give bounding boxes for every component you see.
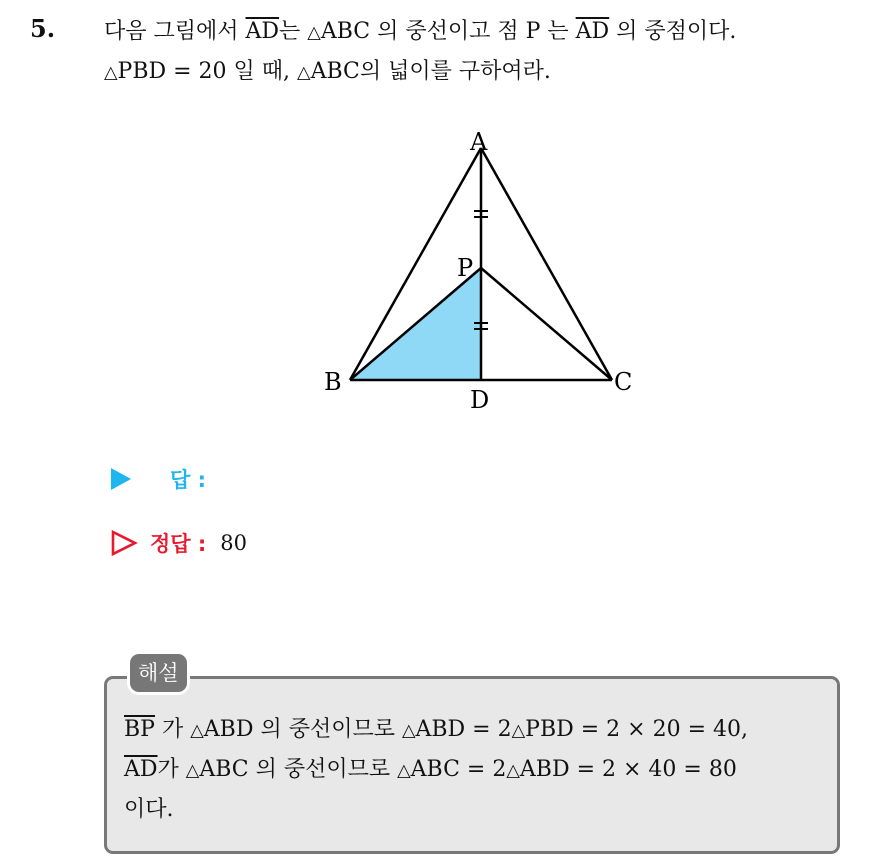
solution-text: 가 bbox=[154, 717, 191, 742]
solution-line-2 bbox=[124, 752, 737, 783]
triangle-symbol: △ bbox=[190, 721, 204, 741]
filled-triangle-arrow-icon bbox=[110, 467, 132, 491]
label-p: P bbox=[457, 254, 474, 282]
solution-text: ABD 의 중선이므로 bbox=[203, 717, 402, 742]
triangle-figure bbox=[300, 118, 660, 418]
question-text: 다음 그림에서 bbox=[104, 19, 246, 44]
label-b: B bbox=[324, 368, 342, 396]
triangle-symbol: △ bbox=[511, 721, 526, 741]
triangle-symbol: △ bbox=[185, 761, 200, 781]
solution-text: ABD = 2 × 40 = 80 bbox=[519, 757, 737, 782]
question-number: 5. bbox=[30, 14, 56, 43]
triangle-symbol: △ bbox=[104, 63, 118, 83]
solution-text: ABC 의 중선이므로 bbox=[199, 757, 398, 782]
question-line-1 bbox=[104, 14, 736, 45]
triangle-symbol: △ bbox=[506, 761, 520, 781]
question-text: ABC 의 중선이고 점 P 는 bbox=[320, 19, 576, 44]
segment-bp: $\overline{BP}$ bbox=[124, 717, 155, 742]
triangle-symbol: △ bbox=[307, 23, 321, 43]
question-text: ABC의 넓이를 구하여라. bbox=[310, 59, 551, 84]
question-text: 의 중점이다. bbox=[609, 19, 737, 44]
correct-answer-value: 80 bbox=[220, 531, 248, 555]
question-text: 는 bbox=[279, 19, 308, 44]
correct-answer-row bbox=[110, 528, 247, 558]
triangle-symbol: △ bbox=[397, 761, 411, 781]
solution-tag: 해설 bbox=[130, 654, 187, 692]
solution-line-1 bbox=[124, 712, 748, 743]
triangle-symbol: △ bbox=[297, 63, 311, 83]
solution-text: PBD = 2 × 20 = 40, bbox=[525, 717, 748, 742]
triangle-symbol: △ bbox=[401, 721, 416, 741]
segment-ad: $\overline{AD}$ bbox=[245, 19, 280, 44]
segment-ad: $\overline{AD}$ bbox=[124, 757, 158, 782]
answer-label: 답 : bbox=[170, 468, 206, 492]
question-line-2 bbox=[104, 54, 551, 85]
solution-text: 가 bbox=[157, 757, 186, 782]
segment-pc bbox=[481, 268, 612, 380]
label-a: A bbox=[470, 128, 488, 156]
solution-line-3: 이다. bbox=[124, 797, 174, 822]
solution-text: ABC = 2 bbox=[410, 757, 507, 782]
answer-row bbox=[110, 464, 206, 494]
label-d: D bbox=[470, 386, 490, 414]
solution-text: ABD = 2 bbox=[415, 717, 512, 742]
correct-answer-label: 정답 : bbox=[150, 532, 207, 556]
question-text: PBD = 20 일 때, bbox=[117, 59, 298, 84]
label-c: C bbox=[614, 368, 633, 396]
segment-ad: $\overline{AD}$ bbox=[575, 19, 610, 44]
outline-triangle-arrow-icon bbox=[110, 529, 138, 557]
side-ac bbox=[481, 148, 612, 380]
